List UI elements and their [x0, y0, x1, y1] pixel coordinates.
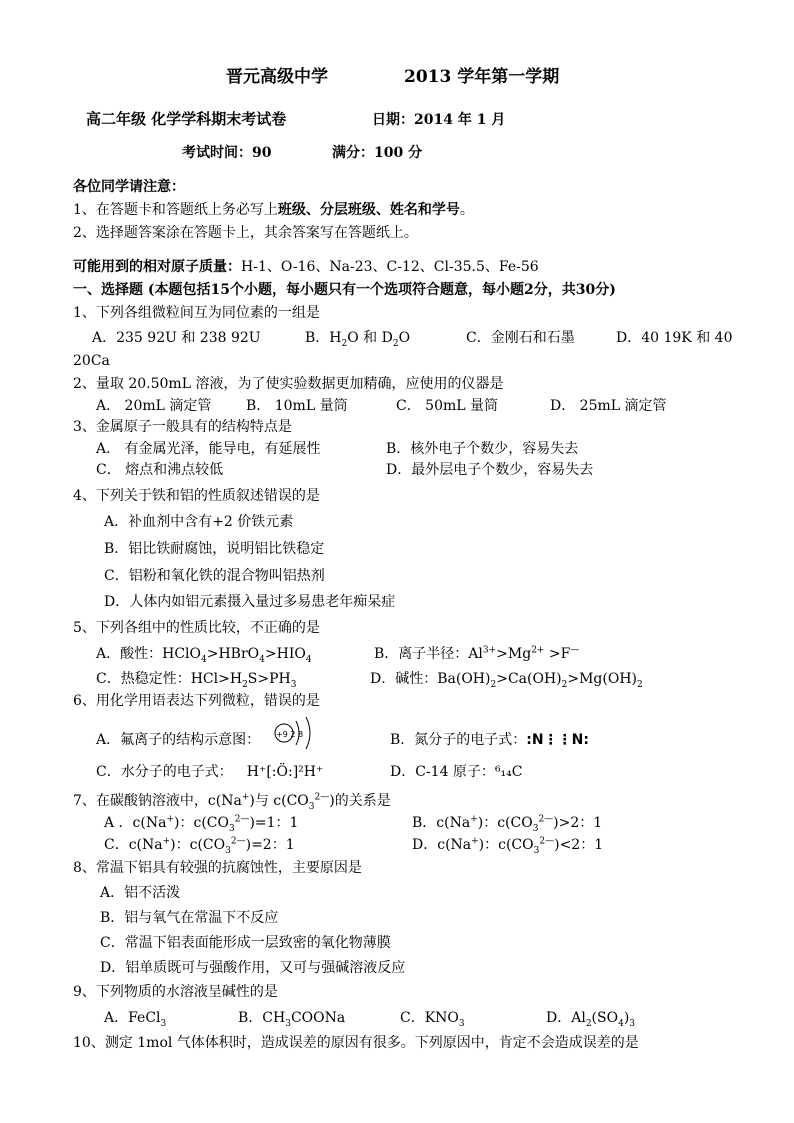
- full-score: 满分：100 分: [332, 145, 423, 161]
- question-5-stem: 5、下列各组中的性质比较，不正确的是: [73, 620, 320, 636]
- q1-option-c: C．金刚石和石墨: [466, 330, 575, 346]
- q8-option-c: C．常温下铝表面能形成一层致密的氧化物薄膜: [100, 935, 391, 951]
- question-9-stem: 9、下列物质的水溶液呈碱性的是: [73, 984, 278, 1000]
- q2-option-c: C． 50mL 量筒: [396, 398, 498, 414]
- q6-option-a: A．氟离子的结构示意图：: [96, 732, 261, 748]
- question-7-stem: 7、在碳酸钠溶液中，c(Na+)与 $c(CO_3^{2—})$的关系是: [73, 792, 391, 812]
- fluoride-ion-diagram: [272, 713, 324, 757]
- q5-option-b: B．离子半径：$Al^{3+}>Mg^{2+} >F^—$: [374, 645, 580, 662]
- question-3-stem: 3、金属原子一般具有的结构特点是: [73, 419, 292, 435]
- q2-option-b: B． 10mL 量筒: [246, 398, 348, 414]
- question-4-stem: 4、下列关于铁和铝的性质叙述错误的是: [73, 488, 320, 504]
- section-title: 一、选择题 (本题包括15个小题，每小题只有一个选项符合题意，每小题2分，共30分): [73, 282, 616, 298]
- q7-option-d: D．c(Na+)：$c(CO_3^{2—})<2$：1: [412, 836, 604, 856]
- exam-time: 考试时间：90: [182, 145, 272, 161]
- school-name: 晋元高级中学: [226, 67, 328, 87]
- q3-option-c: C． 熔点和沸点较低: [96, 462, 224, 478]
- q7-option-c: C．c(Na+)：$c(CO_3^{2—})=2$：1: [104, 836, 295, 856]
- notice-item-1: 1、在答题卡和答题纸上务必写上班级、分层班级、姓名和学号。: [73, 202, 474, 218]
- q4-option-b: B．铝比铁耐腐蚀，说明铝比铁稳定: [104, 541, 325, 557]
- q7-option-a: A ．c(Na+)：$c(CO_3^{2—})=1$：1: [104, 814, 299, 834]
- q8-option-d: D．铝单质既可与强酸作用，又可与强碱溶液反应: [100, 960, 406, 976]
- exam-date: 日期：2014 年 1 月: [372, 112, 506, 128]
- q1-option-a: A．235 92U 和 238 92U: [92, 330, 261, 346]
- question-8-stem: 8、常温下铝具有较强的抗腐蚀性，主要原因是: [73, 860, 362, 876]
- q6-option-c: C．水分子的电子式： H⁺[:Ö:]²H⁺: [96, 764, 324, 780]
- q9-option-a: A．FeCl$_3$: [104, 1010, 167, 1029]
- q4-option-a: A．补血剂中含有+2 价铁元素: [104, 514, 294, 530]
- q4-option-d: D．人体内如铝元素摄入量过多易患老年痴呆症: [104, 594, 396, 610]
- q5-option-c: C．热稳定性：$HCl>H_2S>PH_3$: [96, 671, 297, 690]
- q2-option-d: D． 25mL 滴定管: [550, 398, 667, 414]
- notice-item-2: 2、选择题答案涂在答题卡上，其余答案写在答题纸上。: [73, 225, 418, 241]
- atom-nucleus-label: +9 2 8: [276, 730, 304, 739]
- q2-option-a: A． 20mL 滴定管: [96, 398, 212, 414]
- question-6-stem: 6、用化学用语表达下列微粒，错误的是: [73, 693, 320, 709]
- question-2-stem: 2、量取 20.50mL 溶液，为了使实验数据更加精确，应使用的仪器是: [73, 376, 504, 392]
- q1-option-d-cont: 20Ca: [73, 353, 110, 369]
- q5-option-a: A．酸性：$HClO_4>HBrO_4>HIO_4$: [96, 646, 312, 665]
- term-label: 2013 学年第一学期: [404, 67, 560, 87]
- q6-option-d: D．C-14 原子：⁶₁₄C: [390, 764, 523, 780]
- q9-option-b: B．$CH_3COONa$: [238, 1010, 346, 1029]
- q7-option-b: B．c(Na+)：$c(CO_3^{2—})>2$：1: [412, 814, 603, 834]
- atomic-masses: 可能用到的相对原子质量：H-1、O-16、Na-23、C-12、Cl-35.5、Fe-56: [73, 259, 539, 275]
- exam-title: 高二年级 化学学科期末考试卷: [86, 110, 287, 128]
- notice-title: 各位同学请注意：: [73, 179, 185, 195]
- q9-option-d: D．$Al_2(SO_4)_3$: [546, 1010, 636, 1029]
- q1-option-d: D．40 19K 和 40: [616, 330, 733, 346]
- q8-option-a: A．铝不活泼: [100, 885, 181, 901]
- q3-option-b: B．核外电子个数少，容易失去: [386, 441, 579, 457]
- q9-option-c: C．$KNO_3$: [400, 1010, 465, 1029]
- question-1-stem: 1、下列各组微粒间互为同位素的一组是: [73, 305, 320, 321]
- q3-option-d: D．最外层电子个数少，容易失去: [386, 462, 594, 478]
- q6-option-b: B．氮分子的电子式：:N⋮⋮N:: [390, 732, 589, 748]
- question-10-stem: 10、测定 1mol 气体体积时，造成误差的原因有很多。下列原因中，肯定不会造成误差的是: [73, 1035, 639, 1051]
- q5-option-d: D．碱性：$Ba(OH)_2>Ca(OH)_2>Mg(OH)_2$: [370, 671, 643, 690]
- q3-option-a: A． 有金属光泽，能导电，有延展性: [96, 441, 321, 457]
- q8-option-b: B．铝与氧气在常温下不反应: [100, 910, 279, 926]
- q1-option-b: B．$H_2O$ 和 $D_2O$: [305, 330, 411, 349]
- q4-option-c: C．铝粉和氧化铁的混合物叫铝热剂: [104, 568, 325, 584]
